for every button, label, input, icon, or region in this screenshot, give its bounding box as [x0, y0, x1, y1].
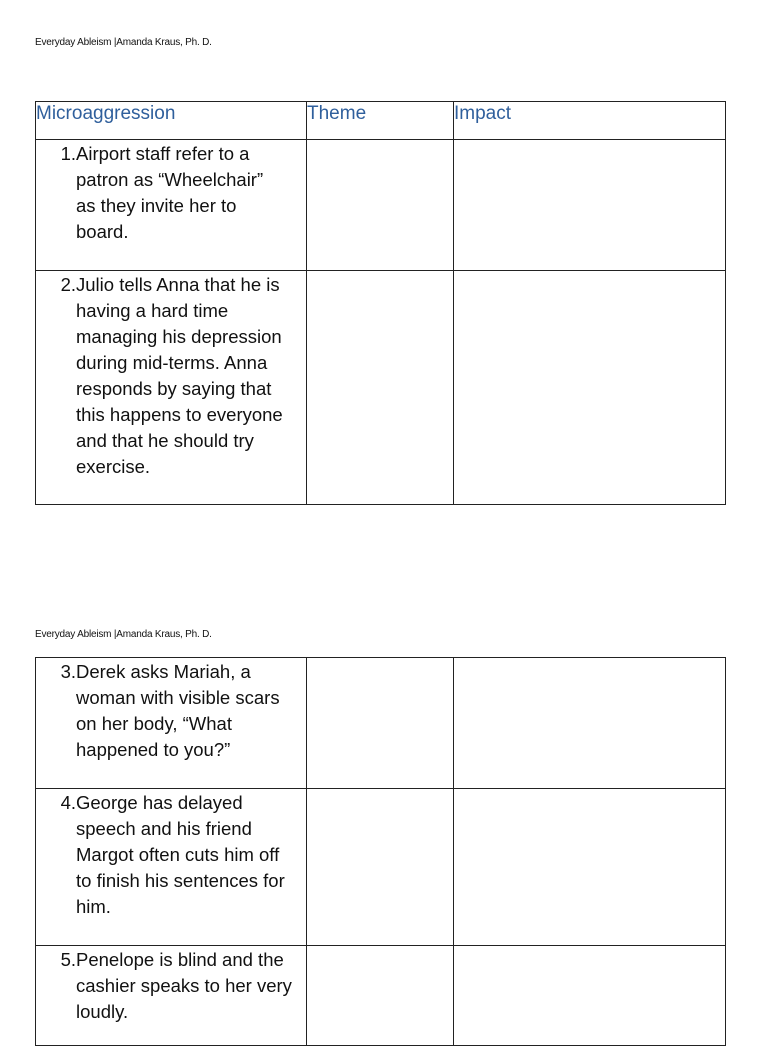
- column-header-impact: Impact: [454, 102, 726, 140]
- item-text-line: Margot often cuts him off: [76, 844, 280, 865]
- list-item: [36, 271, 306, 480]
- list-item: [36, 140, 306, 245]
- item-text-line: as they invite her to: [76, 195, 237, 216]
- page-header: Everyday Ableism |Amanda Kraus, Ph. D.: [35, 37, 212, 48]
- microaggression-table: [35, 101, 726, 505]
- item-text-line: this happens to everyone: [76, 404, 283, 425]
- item-text-line: Julio tells Anna that he is: [76, 274, 280, 295]
- column-header-theme: Theme: [307, 102, 454, 140]
- item-text-line: on her body, “What: [76, 713, 232, 734]
- item-text-line: happened to you?”: [76, 739, 231, 760]
- item-text-line: speech and his friend: [76, 818, 252, 839]
- item-number: 2.: [60, 274, 76, 295]
- microaggression-cell: [36, 789, 307, 946]
- item-text-line: board.: [76, 221, 129, 242]
- theme-cell[interactable]: [307, 946, 454, 1046]
- item-text-line: George has delayed: [76, 792, 243, 813]
- item-text-line: during mid-terms. Anna: [76, 352, 268, 373]
- item-number: 4.: [60, 792, 76, 813]
- item-text-line: to finish his sentences for: [76, 870, 285, 891]
- impact-cell[interactable]: [454, 271, 726, 505]
- table-row: [36, 789, 726, 946]
- item-text-line: Penelope is blind and the: [76, 949, 284, 970]
- impact-cell[interactable]: [454, 140, 726, 271]
- table-row: [36, 658, 726, 789]
- item-text-line: having a hard time: [76, 300, 229, 321]
- table-header-row: [36, 102, 726, 140]
- item-text-line: and that he should try: [76, 430, 254, 451]
- item-text-line: Airport staff refer to a: [76, 143, 250, 164]
- table-row: [36, 946, 726, 1046]
- column-header-microaggression: Microaggression: [36, 102, 307, 140]
- item-text-line: him.: [76, 896, 111, 917]
- list-item: [36, 789, 306, 920]
- theme-cell[interactable]: [307, 789, 454, 946]
- microaggression-cell: [36, 271, 307, 505]
- theme-cell[interactable]: [307, 271, 454, 505]
- item-number: 5.: [60, 949, 76, 970]
- theme-cell[interactable]: [307, 658, 454, 789]
- page-header: Everyday Ableism |Amanda Kraus, Ph. D.: [35, 629, 212, 640]
- list-item: [36, 658, 306, 763]
- item-number: 3.: [60, 661, 76, 682]
- microaggression-cell: [36, 946, 307, 1046]
- item-text-line: loudly.: [76, 1001, 129, 1022]
- item-text-line: cashier speaks to her very: [76, 975, 292, 996]
- item-text-line: managing his depression: [76, 326, 282, 347]
- item-text-line: patron as “Wheelchair”: [76, 169, 264, 190]
- list-item: [36, 946, 306, 1025]
- microaggression-cell: [36, 140, 307, 271]
- microaggression-table-continued: [35, 657, 726, 1046]
- item-number: 1.: [60, 143, 76, 164]
- table-row: [36, 140, 726, 271]
- impact-cell[interactable]: [454, 789, 726, 946]
- item-text-line: responds by saying that: [76, 378, 272, 399]
- impact-cell[interactable]: [454, 658, 726, 789]
- item-text-line: woman with visible scars: [76, 687, 280, 708]
- impact-cell[interactable]: [454, 946, 726, 1046]
- item-text-line: Derek asks Mariah, a: [76, 661, 251, 682]
- microaggression-cell: [36, 658, 307, 789]
- item-text-line: exercise.: [76, 456, 151, 477]
- table-row: [36, 271, 726, 505]
- theme-cell[interactable]: [307, 140, 454, 271]
